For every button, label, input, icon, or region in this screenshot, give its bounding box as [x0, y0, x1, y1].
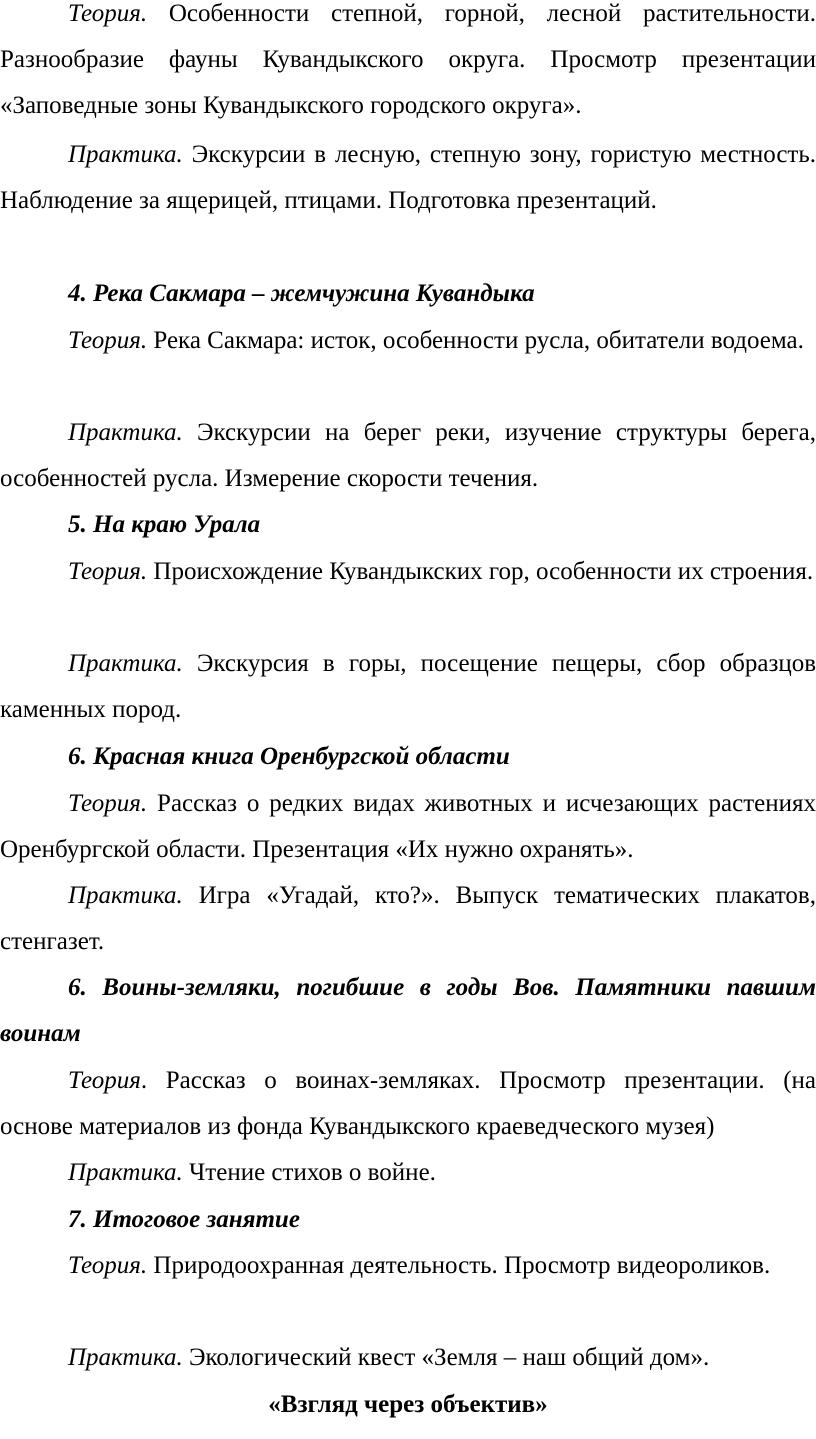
paragraph-theory-4: [0, 318, 816, 364]
paragraph-theory-7: [0, 1243, 816, 1289]
paragraph-text: Рассказ о редких видах животных и исчезающих растениях Оренбургской области. Презентация «Их нужно охранять».: [0, 790, 816, 863]
paragraph-practice-6b: [0, 1150, 816, 1196]
paragraph-practice-4: [0, 410, 816, 502]
paragraph-practice-1: [0, 132, 816, 224]
paragraph-text: Экологический квест «Земля – наш общий дом».: [182, 1344, 710, 1371]
section-heading-6a: 6. Красная книга Оренбургской области: [68, 743, 510, 770]
paragraph-theory-1: [0, 0, 816, 129]
section-heading-6b: 6. Воины-земляки, погибшие в годы Вов. Памятники павшим воинам: [0, 974, 816, 1047]
practice-label: Практика.: [68, 419, 183, 446]
paragraph-text: Чтение стихов о войне.: [182, 1159, 436, 1186]
section-heading-7: 7. Итоговое занятие: [68, 1206, 300, 1233]
paragraph-theory-6b: [0, 1058, 816, 1150]
paragraph-text: Река Сакмара: исток, особенности русла, обитатели водоема.: [147, 327, 804, 354]
section-heading-4: 4. Река Сакмара – жемчужина Кувандыка: [68, 280, 535, 307]
paragraph-text: . Рассказ о воинах-земляках. Просмотр презентации. (на основе материалов из фонда Кувандыкского краеведческого музея): [0, 1067, 816, 1140]
theory-label: Теория.: [68, 558, 148, 585]
theory-label: Теория.: [68, 0, 148, 27]
paragraph-text: Происхождение Кувандыкских гор, особенности их строения.: [147, 558, 814, 585]
paragraph-practice-6a: [0, 873, 816, 965]
theory-label: Теория.: [68, 1252, 148, 1279]
paragraph-practice-5: [0, 641, 816, 733]
theory-label: Теория: [68, 1067, 141, 1094]
paragraph-text: Экскурсии на берег реки, изучение структуры берега, особенностей русла. Измерение скорости течения.: [0, 419, 816, 492]
paragraph-text: Игра «Угадай, кто?». Выпуск тематических плакатов, стенгазет.: [0, 882, 816, 955]
paragraph-theory-5: [0, 549, 816, 595]
practice-label: Практика.: [68, 1344, 183, 1371]
practice-label: Практика.: [68, 650, 183, 677]
section-heading-5: 5. На краю Урала: [68, 511, 261, 538]
practice-label: Практика.: [68, 141, 183, 168]
theory-label: Теория.: [68, 327, 148, 354]
section-title: «Взгляд через объектив»: [268, 1391, 548, 1418]
paragraph-practice-7: [0, 1335, 816, 1381]
paragraph-text: Природоохранная деятельность. Просмотр видеороликов.: [147, 1252, 771, 1279]
paragraph-theory-6a: [0, 781, 816, 873]
practice-label: Практика.: [68, 882, 183, 909]
practice-label: Практика.: [68, 1159, 183, 1186]
paragraph-text: Экскурсии в лесную, степную зону, гористую местность. Наблюдение за ящерицей, птицами. Подготовка презентаций.: [0, 141, 816, 214]
theory-label: Теория.: [68, 790, 148, 817]
paragraph-text: Экскурсия в горы, посещение пещеры, сбор образцов каменных пород.: [0, 650, 816, 723]
paragraph-text: Особенности степной, горной, лесной растительности. Разнообразие фауны Кувандыкского округа. Просмотр презентации «Заповедные зоны Кувандыкского городского округа».: [0, 0, 816, 119]
